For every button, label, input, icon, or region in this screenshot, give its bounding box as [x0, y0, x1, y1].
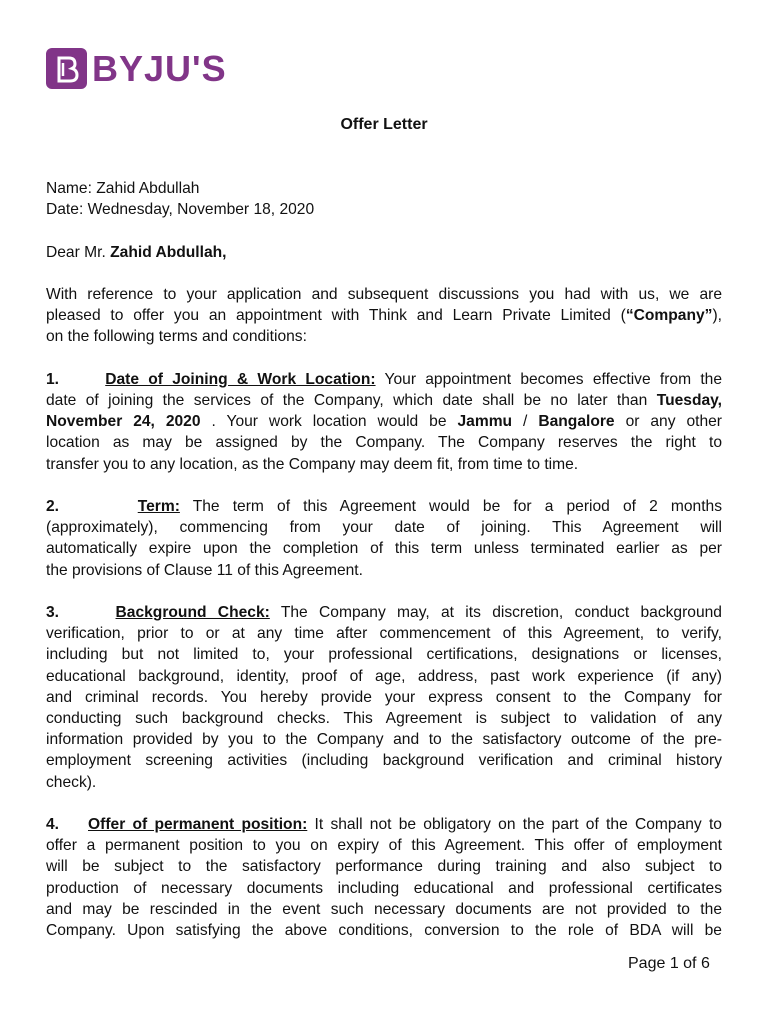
- clause-2: 2. Term: The term of this Agreement would be for a period of 2 months (approximately), commencing from your date of joining. This Agreement will automatically expire upon the completion of this term unless terminated earlier as per the provisions of Clause 11 of this Agreement.: [46, 497, 722, 579]
- clause-2-heading: Term:: [137, 497, 180, 515]
- brand-logo: [46, 48, 227, 89]
- clause-3: 3. Background Check: The Company may, at its discretion, conduct background verification, prior to or at any time after commencement of this Agreement, to verify, including but not limited to, your professional certifications, designations or licenses, educational background, identity, proof of age, address, past work experience (if any) and criminal records. You hereby provide your express consent to the Company for conducting such background checks. This Agreement is subject to validation of any information provided by you to the Company and to the satisfactory outcome of the pre- employment screening activities (including background verification and criminal history check).: [46, 603, 722, 791]
- intro-paragraph: With reference to your application and subsequent discussions you had with us, we are pleased to offer you an appointment with Think and Learn Private Limited (“Company”), on the following terms and conditions:: [46, 285, 722, 346]
- clause-3-heading: Background Check:: [115, 603, 270, 621]
- byjus-b-icon: [46, 48, 87, 89]
- page-title: Offer Letter: [340, 116, 428, 133]
- brand-name: BYJU'S: [92, 47, 227, 89]
- letter-body: [46, 178, 722, 941]
- date-line: Date: Wednesday, November 18, 2020: [46, 201, 315, 219]
- clause-1: 1. Date of Joining & Work Location: Your appointment becomes effective from the date of joining the services of the Company, which date shall be no later than Tuesday, November 24, 2020 . Your work location would be Jammu / Bangalore or any other location as may be assigned by the Company. The Company reserves the right to transfer you to any location, as the Company may deem fit, from time to time.: [46, 370, 723, 473]
- salutation: Dear Mr. Zahid Abdullah,: [46, 243, 227, 261]
- name-line: Name: Zahid Abdullah: [46, 180, 200, 197]
- clause-1-heading: Date of Joining & Work Location:: [105, 370, 376, 388]
- salutation-name: Zahid Abdullah,: [110, 243, 227, 261]
- clause-4-heading: Offer of permanent position:: [88, 816, 308, 833]
- page-number: Page 1 of 6: [628, 955, 710, 972]
- clause-4: 4. Offer of permanent position: It shall not be obligatory on the part of the Company to offer a permanent position to you on expiry of this Agreement. This offer of employment will be subject to the satisfactory performance during training and also subject to production of necessary documents including educational and professional certificates and may be rescinded in the event such necessary documents are not provided to the Company. Upon satisfying the above conditions, conversion to the role of BDA will be: [46, 816, 722, 940]
